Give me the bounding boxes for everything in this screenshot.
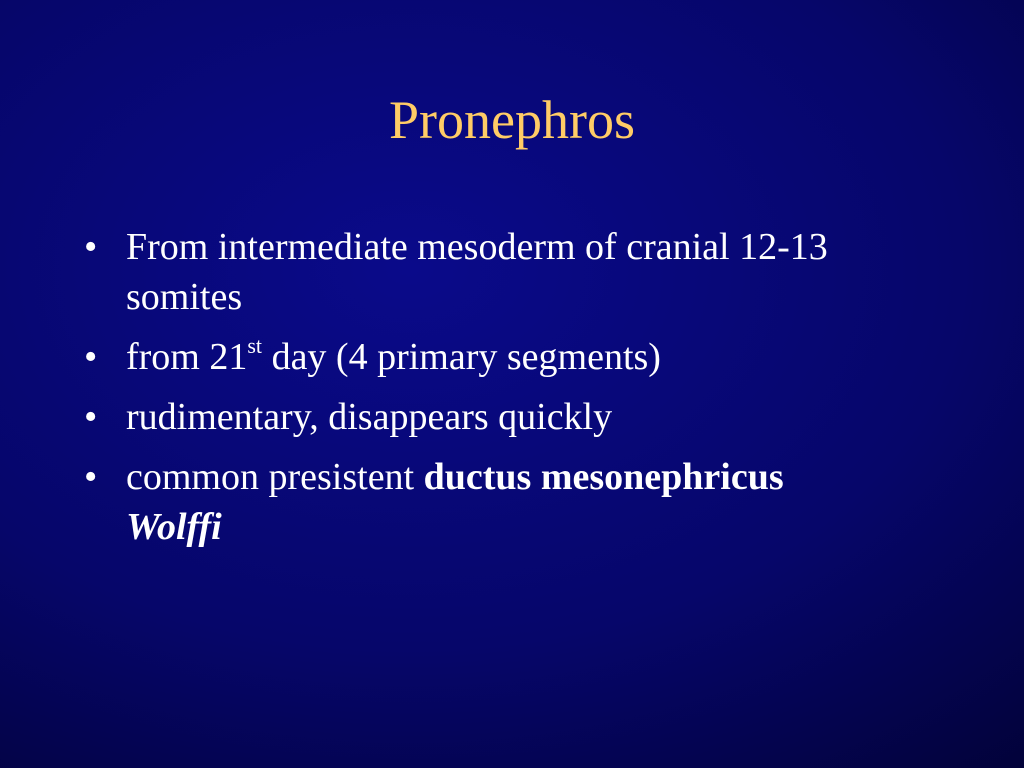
bullet-icon: • [84,396,98,438]
bullet-icon: • [84,226,98,268]
bullet-text: rudimentary, disappears quickly [126,396,613,438]
bullet-item [84,452,944,552]
bullet-text: From intermediate mesoderm of cranial 12-13 somites [126,226,828,318]
bullet-text: from 21 [126,336,248,378]
bullet-icon: • [84,456,98,498]
bold-term: ductus mesonephricus [423,456,784,498]
bullet-item [84,392,944,442]
ordinal-superscript: st [247,333,263,359]
bold-italic-term: Wolffi [126,506,222,548]
bullet-text: common presistent [126,456,424,498]
bullet-item [84,222,944,322]
bullet-item [84,332,944,382]
bullet-list [84,222,944,562]
slide-title: Pronephros [389,90,635,150]
bullet-icon: • [84,336,98,378]
bullet-text-continued: day (4 primary segments) [262,336,661,378]
